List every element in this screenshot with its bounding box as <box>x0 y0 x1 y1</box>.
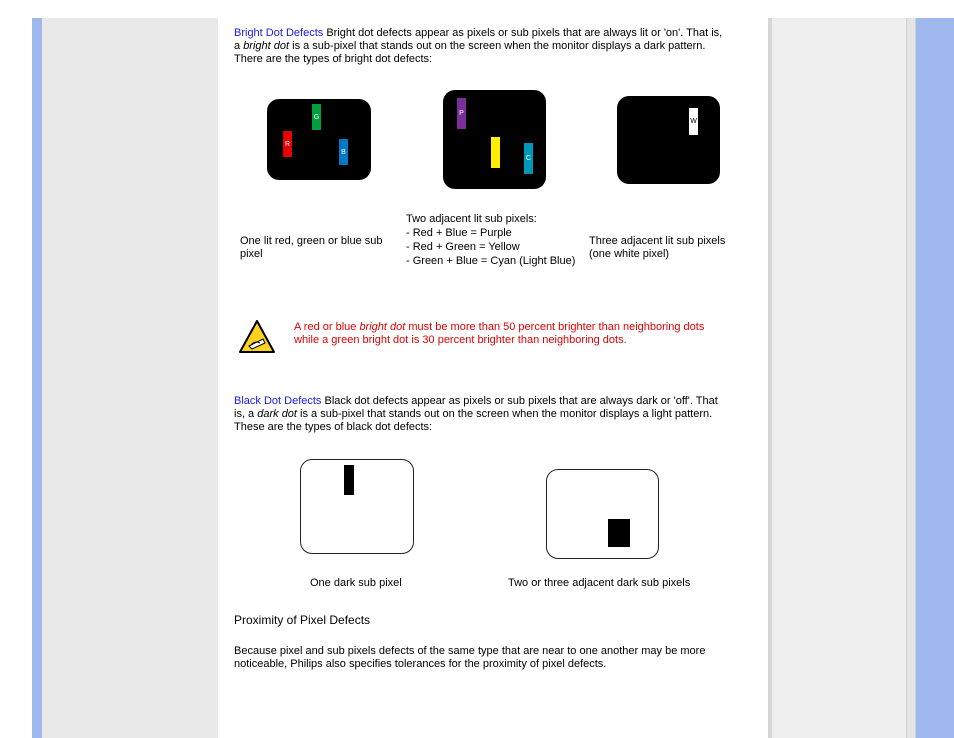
black-dot-link[interactable]: Black Dot Defects <box>234 395 322 407</box>
warning-text: A red or blue bright dot must be more than 50 percent brighter than neighboring dots while a green bright dot is 30 percent brighter than neighboring dots. <box>294 321 705 346</box>
purple-subpixel: P <box>457 98 466 129</box>
bright-dot-link[interactable]: Bright Dot Defects <box>234 27 324 39</box>
white-pixel: W <box>689 108 698 135</box>
cyan-subpixel: C <box>524 143 533 174</box>
caption-multi-dark: Two or three adjacent dark sub pixels <box>508 577 691 589</box>
bright-intro: Bright Dot Defects Bright dot defects appear as pixels or sub pixels that are always lit or 'on'. That is, a bright dot is a sub-pixel that stands out on the screen when the monitor displays a dark pattern. There are the types of bright dot defects: <box>234 27 723 65</box>
caption-one-dark: One dark sub pixel <box>310 577 402 589</box>
dark-subpixel <box>344 465 354 495</box>
right-margin-panel <box>772 18 906 738</box>
warning-icon <box>238 319 276 355</box>
caption-single-subpixel: One lit red, green or blue sub pixel <box>240 235 383 260</box>
black-intro: Black Dot Defects Black dot defects appear as pixels or sub pixels that are always dark or 'off'. That is, a dark dot is a sub-pixel that stands out on the screen when the monitor displays a light pattern. These are the types of black dot defects: <box>234 395 718 433</box>
black-dot-multi-image <box>546 469 659 559</box>
black-dot-single-image <box>300 459 414 554</box>
proximity-body: Because pixel and sub pixels defects of the same type that are near to one another may be more noticeable, Philips also specifies tolerances for the proximity of pixel defects. <box>234 645 706 670</box>
blue-subpixel: B <box>339 139 348 165</box>
caption-two-subpixels: Two adjacent lit sub pixels: - Red + Blue = Purple - Red + Green = Yellow - Green + Blue = Cyan (Light Blue) <box>406 213 576 267</box>
left-margin-panel <box>42 18 218 738</box>
yellow-subpixel: Y <box>491 137 500 168</box>
green-subpixel: G <box>312 104 321 130</box>
bright-dot-white-image <box>617 96 720 184</box>
scrollbar[interactable] <box>906 18 916 738</box>
right-frame-strip <box>916 18 954 738</box>
dark-subpixels <box>608 519 630 547</box>
caption-three-subpixels: Three adjacent lit sub pixels (one white pixel) <box>589 235 726 260</box>
proximity-heading: Proximity of Pixel Defects <box>234 613 371 627</box>
red-subpixel: R <box>283 131 292 157</box>
left-frame-strip <box>32 18 42 738</box>
